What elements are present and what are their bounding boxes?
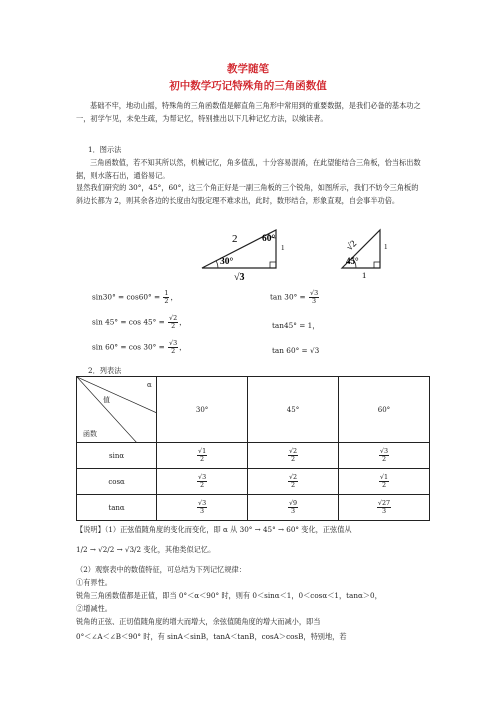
tri2-right-label: 1 [384, 243, 388, 251]
doc-subtitle: 初中数学巧记特殊角的三角函数值 [169, 80, 327, 92]
formula-sin45: sin 45° = cos 45° = $\frac{√2}{2}$ ， [92, 314, 187, 330]
intro-paragraph: 基础不牢，地动山摇，特殊角的三角函数值是解直角三角形中常用到的重要数据，是我们必备的基本功之一，初学乍见，未免生疏，为帮记忆，特别推出以下几种记忆方法，以飨读者。 [76, 101, 421, 123]
corner-value: 值 [103, 396, 110, 404]
cell-tan60: $\frac{√27}{3}$ [338, 495, 429, 521]
cell-tan45: $\frac{√9}{3}$ [248, 495, 339, 521]
doc-title: 教学随笔 [227, 63, 269, 75]
tri1-angle-left: 30° [220, 257, 234, 267]
section1-heading: 1．图示法 [88, 145, 122, 154]
trig-table [76, 376, 430, 521]
note-4: 锐角三角函数值都是正值，即当 0°＜α＜90° 时，则有 0＜sinα＜1，0＜cosα＜1，tanα＞0， [76, 591, 382, 600]
tri2-hyp-label: √2 [344, 238, 360, 254]
cell-tan30: $\frac{√3}{3}$ [157, 495, 248, 521]
table-row [77, 469, 430, 495]
col-header-45: 45° [248, 377, 339, 443]
table-row [77, 495, 430, 521]
tri2-angle-left: 45° [346, 256, 359, 266]
row-label-tan: tanα [77, 495, 157, 521]
cell-cos30: $\frac{√3}{2}$ [157, 469, 248, 495]
note-1: 【说明】（1）正弦值随角度的变化而变化，即 α 从 30° → 45° → 60° 变化，正弦值从 [76, 525, 352, 534]
tri1-right-label: 1 [281, 244, 285, 252]
section1-para2: 显然我们研究的 30°，45°，60°，这三个角正好是一副三角板的三个锐角，如图所示，我们不妨令三角板的斜边长都为 2，则其余各边的长度由勾股定理不难求出，此时，数形结合，形象直观，自会事半功倍。 [76, 183, 419, 205]
formula-tan60: tan 60° = √3 [272, 346, 320, 355]
note-6: 锐角的正弦、正切值随角度的增大而增大，余弦值随角度的增大而减小，即当 [76, 617, 321, 626]
cell-cos45: $\frac{√2}{2}$ [248, 469, 339, 495]
formula-sin30: sin30° = cos60° = $\frac{1}{2}$ ， [92, 289, 178, 305]
section2-heading: 2．列表法 [88, 366, 122, 375]
tri1-angle-top: 60° [262, 234, 276, 244]
table-row [77, 443, 430, 469]
cell-sin30: $\frac{√1}{2}$ [157, 443, 248, 469]
formula-tan45: tan45° = 1， [272, 321, 320, 330]
col-header-30: 30° [157, 377, 248, 443]
table-corner-cell [77, 377, 157, 443]
tri1-base-label: √3 [234, 272, 245, 283]
row-label-cos: cosα [77, 469, 157, 495]
corner-func: 函数 [83, 430, 97, 438]
row-label-sin: sinα [77, 443, 157, 469]
cell-sin60: $\frac{√3}{2}$ [338, 443, 429, 469]
note-2: （2）观察表中的数值特征，可总结为下列记忆规律： [76, 565, 246, 574]
section1-para1: 三角函数值，若不知其所以然，机械记忆，角多值乱，十分容易混淆，在此望能结合三角板，恰当标出数据，则水落石出，通俗易记。 [76, 158, 421, 180]
formula-sin60: sin 60° = cos 30° = $\frac{√3}{2}$ ， [92, 339, 187, 355]
triangle-45 [338, 226, 398, 284]
triangle-30-60 [196, 224, 296, 284]
note-5: ②增减性。 [76, 604, 112, 613]
note-7: 0°＜∠A＜∠B＜90° 时，有 sinA＜sinB，tanA＜tanB，cosA＞cosB，特别地，若 [76, 632, 347, 641]
cell-sin45: $\frac{√2}{2}$ [248, 443, 339, 469]
tri1-hyp-label: 2 [232, 233, 238, 245]
note-1b: 1/2 → √2/2 → √3/2 变化，其他类似记忆。 [76, 545, 216, 554]
corner-alpha: α [147, 381, 152, 389]
note-3: ①有界性。 [76, 578, 112, 587]
col-header-60: 60° [338, 377, 429, 443]
formula-tan30: tan 30° = $\frac{√3}{3}$ [270, 289, 319, 305]
tri2-base-label: 1 [362, 270, 367, 280]
cell-cos60: $\frac{√1}{2}$ [338, 469, 429, 495]
